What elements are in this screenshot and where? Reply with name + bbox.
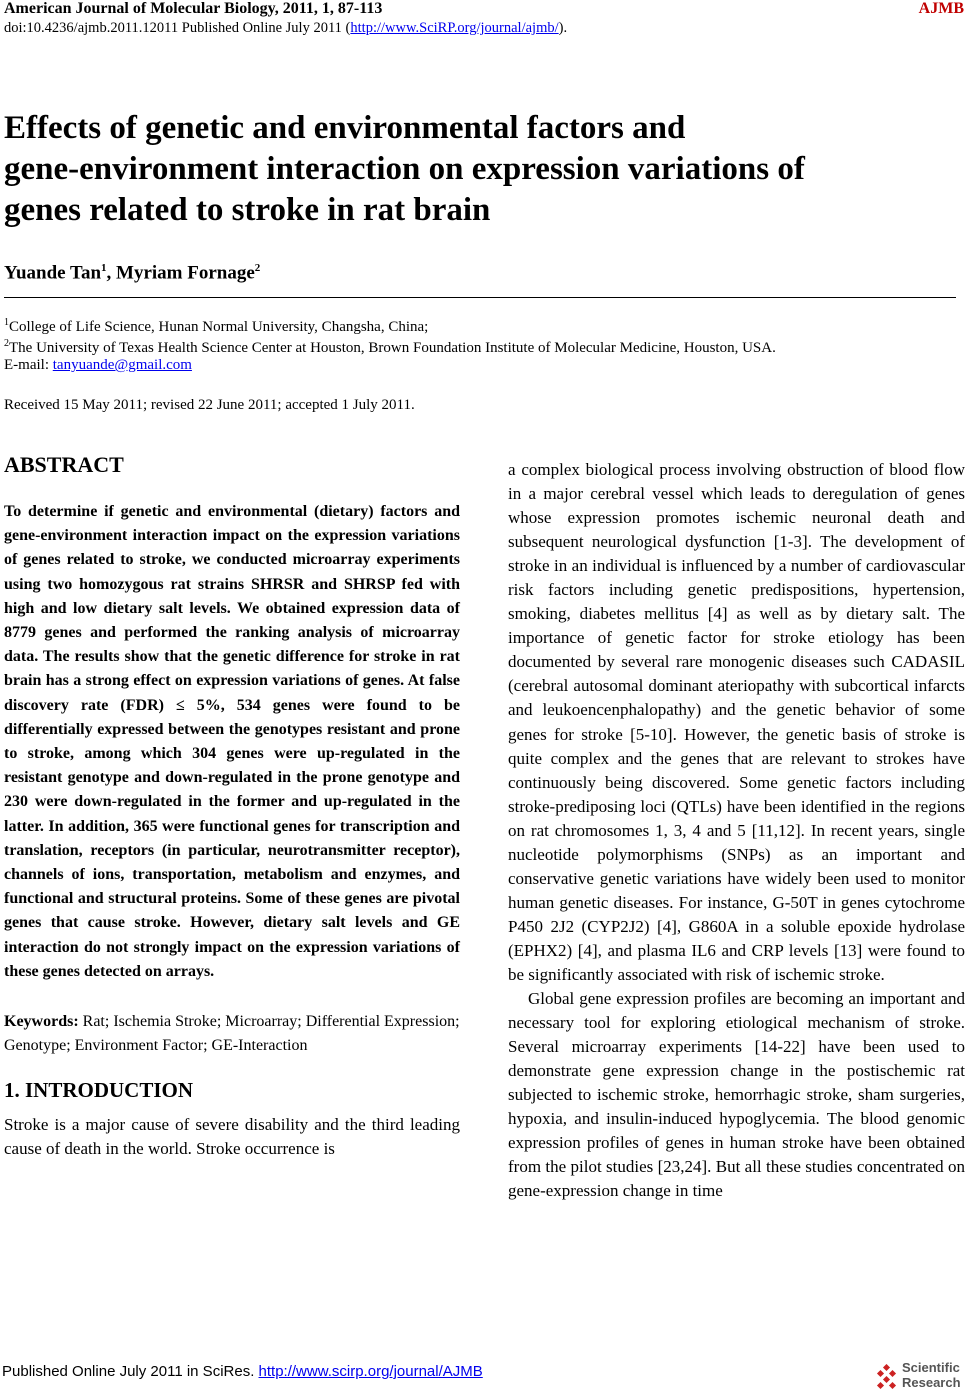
right-column	[508, 458, 965, 1203]
publisher-logo	[874, 1360, 966, 1394]
affiliation-text: College of Life Science, Hunan Normal University, Changsha, China;	[9, 319, 429, 335]
author-affiliation-mark: 2	[254, 262, 261, 274]
journal-header	[4, 0, 964, 18]
journal-abbreviation: AJMB	[918, 0, 964, 17]
scientific-research-logo-icon	[874, 1364, 900, 1390]
received-dates: Received 15 May 2011; revised 22 June 2011; accepted 1 July 2011.	[4, 397, 415, 413]
email-line	[4, 355, 192, 376]
body-paragraph: Global gene expression profiles are becoming an important and necessary tool for exploring etiological mechanism of stroke. Several microarray experiments [14-22] have been used to demonstrate gene expression change in the postischemic rat subjected to ischemic stroke, hemorrhagic stroke, sham surgeries, hypoxia, and insulin-induced hypoglycemia. The blood genomic expression profiles of genes in human stroke have been obtained from the pilot studies [23,24]. But all these studies concentrated on gene-expression change in time	[508, 989, 965, 1201]
title-line: Effects of genetic and environmental factors and	[4, 110, 686, 146]
introduction-heading: 1. INTRODUCTION	[4, 1078, 194, 1103]
left-column	[4, 452, 460, 1161]
paper-title	[4, 108, 954, 231]
keywords	[4, 1010, 460, 1058]
logo-line: Research	[902, 1375, 961, 1390]
keywords-label: Keywords:	[4, 1013, 79, 1031]
abstract-heading: ABSTRACT	[4, 452, 124, 477]
author-affiliation-mark: 1	[101, 262, 107, 274]
journal-url-link[interactable]: http://www.SciRP.org/journal/ajmb/	[350, 20, 559, 36]
introduction-text: Stroke is a major cause of severe disability and the third leading cause of death in the world. Stroke occurrence is	[4, 1115, 460, 1159]
doi-prefix: doi:10.4236/ajmb.2011.12011 Published Online July 2011 (	[4, 20, 351, 36]
header-divider	[4, 297, 956, 298]
page-footer	[2, 1363, 483, 1380]
footer-journal-link[interactable]: http://www.scirp.org/journal/AJMB	[258, 1363, 483, 1380]
author-name: Myriam Fornage	[116, 262, 255, 284]
affiliation-mark: 2	[4, 338, 9, 349]
title-line: genes related to stroke in rat brain	[4, 192, 491, 228]
title-line: gene-environment interaction on expression variations of	[4, 151, 805, 187]
body-paragraph: a complex biological process involving obstruction of blood flow in a major cerebral vessel which leads to deregulation of genes whose expression promotes ischemic neuronal death and subsequent neurological dysfunction [1-3]. The development of stroke in an individual is influenced by a number of cardiovascular risk factors including genetic predispositions, hypertension, smoking, diabetes mellitus [4] as well as by dietary salt. The importance of genetic factor for stroke etiology has been documented by several rare monogenic diseases such CADASIL (cerebral autosomal dominant ateriopathy with subcortical infarcts and leukoencenphalopathy) and the genetic behavior of some genes for stroke [5-10]. However, the genetic basis of stroke is quite complex and the genes that are relevant to strokes have continuously being discovered. Some genetic factors including stroke-prediposing loci (QTLs) have been identified in the regions on rat chromosomes 1, 3, 4 and 5 [11,12]. In recent years, single nucleotide polymorphisms (SNPs) as an important and conservative genetic variations have widely been used to monitor human genetic diseases. For instance, G-50T in genes cytochrome P450 2J2 (CYP2J2) [4], G860A in a soluble epoxide hydrolase (EPHX2) [4], and plasma IL6 and CRP levels [13] were found to be significantly associated with risk of ischemic stroke.	[508, 460, 965, 984]
author-name: Yuande Tan	[4, 262, 102, 284]
abstract-text: To determine if genetic and environmental (dietary) factors and gene-environment interaction impact on the expression variations of genes related to stroke, we conducted microarray experiments using two homozygous rat strains SHRSR and SHRSP fed with high and low dietary salt levels. We obtained expression data of 8779 genes and performed the ranking analysis of microarray data. The results show that the genetic difference for stroke in rat brain has a strong effect on expression variations of genes. At false discovery rate (FDR) ≤ 5%, 534 genes were found to be differentially expressed between the genotypes resistant and prone to stroke, among which 304 genes were up-regulated in the resistant genotype and down-regulated in the prone genotype and 230 were down-regulated in the former and up-regulated in the latter. In addition, 365 were functional genes for transcription and translation, receptors (in particular, neurotransmitter receptor), channels of ions, transportation, metabolism and enzymes, and functional and structural proteins. Some of these genes are pivotal genes that cause stroke. However, dietary salt levels and GE interaction do not strongly impact on the expression variations of these genes detected on arrays.	[4, 503, 460, 980]
author-separator: ,	[106, 262, 117, 284]
email-label: E-mail:	[4, 357, 53, 373]
journal-citation: American Journal of Molecular Biology, 2011, 1, 87-113	[4, 0, 383, 17]
logo-line: Scientific	[902, 1360, 960, 1375]
doi-line	[4, 20, 567, 37]
logo-wordmark	[902, 1360, 961, 1390]
footer-text: Published Online July 2011 in SciRes.	[2, 1363, 259, 1380]
author-list	[4, 262, 260, 284]
affiliation-text: The University of Texas Health Science Center at Houston, Brown Foundation Institute of Molecular Medicine, Houston, USA.	[9, 340, 776, 356]
keywords-text: Rat; Ischemia Stroke; Microarray; Differential Expression; Genotype; Environment Factor; GE-Interaction	[4, 1013, 460, 1055]
doi-suffix: ).	[558, 20, 568, 36]
email-link[interactable]: tanyuande@gmail.com	[52, 357, 192, 373]
affiliation-mark: 1	[4, 317, 9, 328]
